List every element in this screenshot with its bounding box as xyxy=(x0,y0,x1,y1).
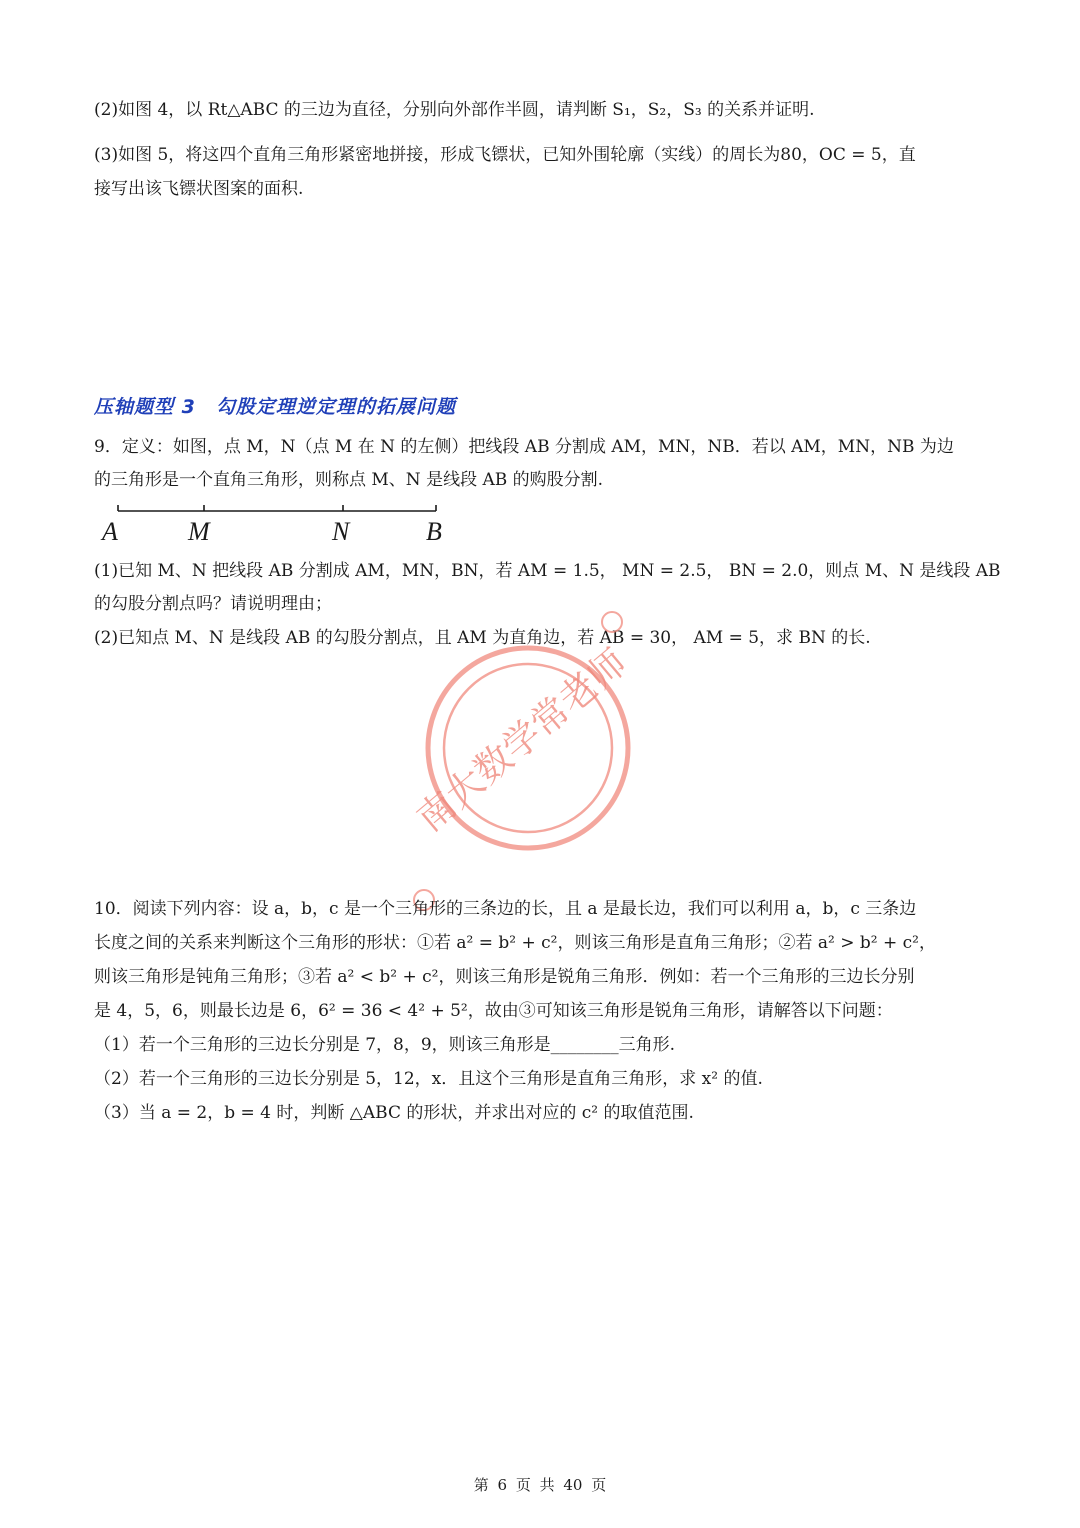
watermark-text: 南大数学常老师 xyxy=(408,640,635,841)
page-footer: 第 6 页 共 40 页 xyxy=(473,1476,607,1494)
watermark-stamp xyxy=(408,600,680,860)
label-m: M xyxy=(188,517,210,546)
q8-part2: (2)如图 4，以 Rt△ABC 的三边为直径，分别向外部作半圆，请判断 S₁，S₂，S₃ 的关系并证明. xyxy=(94,100,815,120)
q10-part2: （2）若一个三角形的三边长分别是 5，12，x．且这个三角形是直角三角形，求 x² 的值. xyxy=(94,1069,763,1089)
q9-part2: (2)已知点 M、N 是线段 AB 的勾股分割点，且 AM 为直角边，若 AB = 30， AM = 5，求 BN 的长. xyxy=(94,628,871,648)
q9-definition-line1: 9．定义：如图，点 M，N（点 M 在 N 的左侧）把线段 AB 分割成 AM，MN，NB．若以 AM，MN，NB 为边 xyxy=(94,437,954,457)
section-heading: 压轴题型 3 勾股定理逆定理的拓展问题 xyxy=(94,396,456,418)
label-n: N xyxy=(332,517,350,546)
q10-part1: （1）若一个三角形的三边长分别是 7，8，9，则该三角形是________三角形. xyxy=(94,1035,676,1055)
q9-part1-line2: 的勾股分割点吗？请说明理由； xyxy=(94,594,332,614)
label-a: A xyxy=(102,517,118,546)
q10-line4: 是 4，5，6，则最长边是 6，6² = 36 < 4² + 5²，故由③可知该三角形是锐角三角形，请解答以下问题： xyxy=(94,1001,893,1021)
q10-line2: 长度之间的关系来判断这个三角形的形状：①若 a² = b² + c²，则该三角形是直角三角形；②若 a² > b² + c²， xyxy=(94,933,936,953)
q10-part3: （3）当 a = 2，b = 4 时，判断 △ABC 的形状，并求出对应的 c² 的取值范围. xyxy=(94,1103,694,1123)
q10-line1: 10．阅读下列内容：设 a，b，c 是一个三角形的三条边的长，且 a 是最长边，我们可以利用 a，b，c 三条边 xyxy=(94,899,917,919)
q9-part1-line1: (1)已知 M、N 把线段 AB 分割成 AM，MN，BN，若 AM = 1.5， MN = 2.5， BN = 2.0，则点 M、N 是线段 AB xyxy=(94,561,1001,581)
segment-ab-diagram xyxy=(96,503,456,551)
label-b: B xyxy=(426,517,442,546)
q9-definition-line2: 的三角形是一个直角三角形，则称点 M、N 是线段 AB 的购股分割. xyxy=(94,470,604,490)
q8-part3-line2: 接写出该飞镖状图案的面积. xyxy=(94,179,304,199)
q8-part3-line1: (3)如图 5，将这四个直角三角形紧密地拼接，形成飞镖状，已知外围轮廓（实线）的周长为80，OC = 5，直 xyxy=(94,145,916,165)
q10-line3: 则该三角形是钝角三角形；③若 a² < b² + c²，则该三角形是锐角三角形．例如：若一个三角形的三边长分别 xyxy=(94,967,915,987)
